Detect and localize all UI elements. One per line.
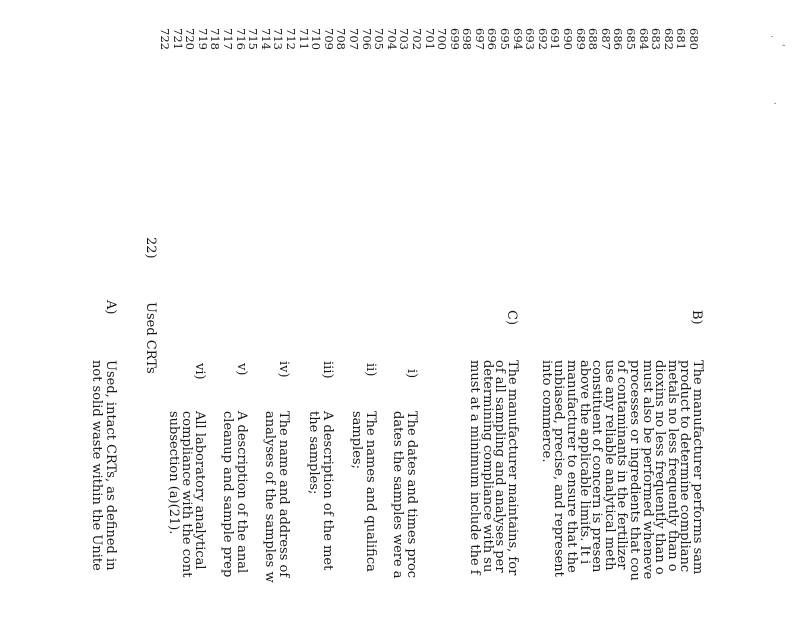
text-line: determining compliance with su	[479, 360, 495, 573]
paragraph-b	[539, 360, 703, 581]
text-line: samples;	[349, 411, 364, 469]
line-number: 689	[573, 28, 588, 50]
item-v-text	[220, 411, 248, 577]
line-number: 697	[472, 28, 487, 50]
text-line: The manufacturer maintains, for	[505, 360, 520, 576]
line-number: 695	[498, 28, 513, 50]
marker-iii: iii)	[320, 361, 335, 379]
section-22-heading: Used CRTs	[143, 302, 158, 374]
line-number: 693	[523, 28, 538, 50]
line-number: 696	[485, 28, 500, 50]
line-number: 700	[435, 28, 450, 50]
text-line: constituent of concern is presen	[589, 360, 605, 573]
item-ii-text	[349, 411, 377, 572]
text-line: not solid waste within the Unite	[89, 360, 104, 571]
text-line: analyses of the samples w	[262, 411, 277, 583]
text-line: cleanup and sample prep	[220, 411, 235, 578]
scan-speck: '	[775, 44, 785, 47]
marker-iv: iv)	[276, 361, 291, 378]
line-number: 717	[221, 28, 236, 50]
line-number: 694	[510, 28, 525, 50]
line-number: 686	[611, 28, 626, 50]
line-number: 704	[384, 28, 399, 50]
line-number: 684	[636, 28, 651, 50]
text-line: must also be performed wheneve	[639, 360, 655, 580]
line-number: 720	[183, 28, 198, 50]
item-iv-text	[262, 411, 290, 583]
text-line: the samples;	[306, 411, 321, 495]
line-number: 701	[422, 28, 437, 50]
line-number: 715	[246, 28, 261, 50]
text-line: metals no less frequently than o	[664, 360, 680, 572]
scan-speck: ·	[769, 102, 779, 105]
item-iii-text	[306, 411, 334, 570]
line-number: 683	[649, 28, 664, 50]
line-number-column	[158, 28, 700, 68]
line-number: 722	[158, 28, 173, 50]
item-a-text	[89, 360, 117, 571]
item-i-text	[390, 411, 418, 579]
text-line: A description of the met	[320, 411, 335, 571]
text-line: unbiased, precise, and represent	[551, 360, 567, 577]
text-line: dates the samples were a	[390, 411, 405, 579]
line-number: 698	[460, 28, 475, 50]
line-number: 712	[284, 28, 298, 50]
text-line: The names and qualifica	[363, 411, 378, 572]
marker-a: A)	[103, 300, 118, 315]
line-number: 703	[397, 28, 412, 50]
text-line: of contaminants in the fertilizer	[614, 360, 630, 570]
line-number: 714	[258, 28, 273, 50]
scan-speck: ·	[766, 35, 776, 38]
line-number: 705	[372, 28, 387, 50]
section-22-marker: 22)	[143, 237, 158, 259]
line-number: 685	[624, 28, 639, 50]
line-number: 691	[548, 28, 563, 50]
text-line: dioxins no less frequently than o	[652, 360, 668, 575]
marker-v: v)	[234, 363, 249, 376]
text-line: All laboratory analytical	[192, 411, 207, 570]
text-line: use any reliable analytical meth	[601, 360, 617, 571]
line-number: 710	[309, 28, 324, 50]
marker-c: C)	[504, 310, 519, 326]
line-number: 706	[359, 28, 374, 50]
line-number: 699	[447, 28, 462, 50]
text-line: of all sampling and analyses per	[492, 360, 508, 573]
item-vi-text	[167, 411, 206, 577]
line-number: 692	[535, 28, 550, 50]
line-number: 687	[598, 28, 613, 50]
line-number: 709	[321, 28, 336, 50]
text-line: manufacturer to ensure that the	[564, 360, 580, 573]
marker-vi: vi)	[192, 363, 207, 380]
text-line: processes or ingredients that cou	[627, 360, 643, 581]
marker-ii: ii)	[363, 363, 378, 377]
paragraph-c	[468, 360, 518, 575]
line-number: 707	[346, 28, 361, 50]
text-line: subsection (a)(21).	[166, 411, 181, 535]
text-line: product to determine complianc	[677, 360, 693, 573]
line-number: 680	[687, 28, 701, 50]
line-number: 713	[271, 28, 286, 50]
text-line: A description of the anal	[234, 411, 249, 574]
line-number: 681	[674, 28, 689, 50]
line-number: 719	[195, 28, 210, 50]
line-number: 716	[233, 28, 248, 50]
line-number: 690	[561, 28, 576, 50]
line-number: 708	[334, 28, 349, 50]
text-line: above the applicable limits. It i	[576, 360, 592, 565]
line-number: 688	[586, 28, 601, 50]
text-line: The name and address of	[276, 411, 291, 578]
text-line: compliance with the cont	[179, 411, 194, 578]
line-number: 711	[296, 28, 311, 50]
line-number: 718	[208, 28, 223, 50]
text-line: Used, intact CRTs, as defined in	[103, 360, 118, 571]
text-line: must at a minimum include the f	[467, 360, 483, 575]
text-line: The manufacturer performs sam	[690, 360, 705, 575]
text-line: The dates and times proc	[404, 411, 419, 579]
text-line: into commerce.	[538, 360, 554, 463]
marker-i: i)	[404, 369, 419, 379]
line-number: 682	[661, 28, 676, 50]
marker-b: B)	[689, 310, 704, 325]
line-number: 702	[409, 28, 424, 50]
line-number: 721	[170, 28, 185, 50]
